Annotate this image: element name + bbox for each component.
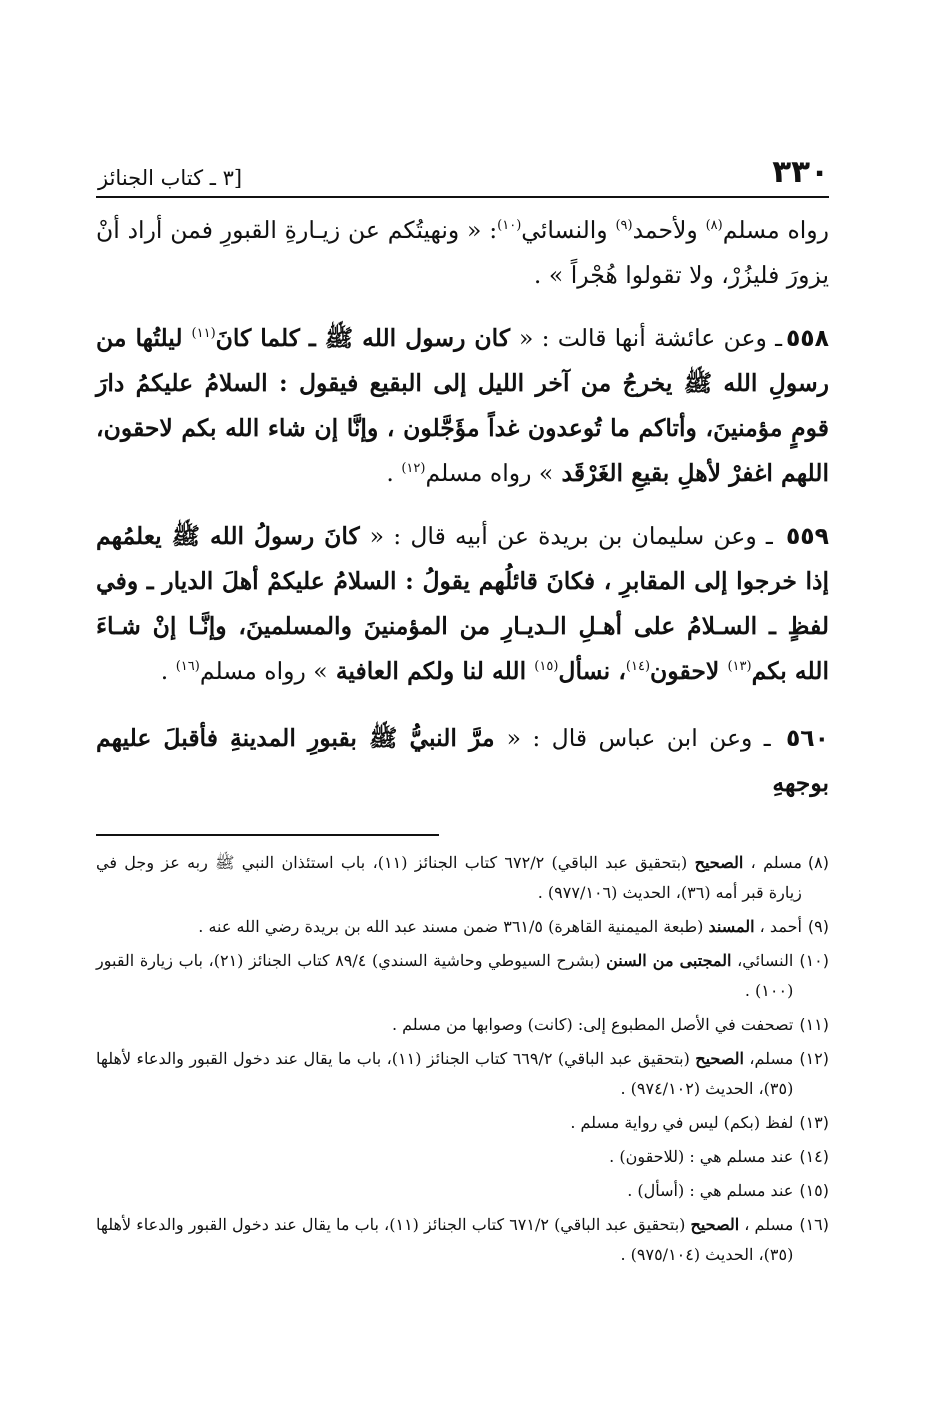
footnotes <box>96 848 829 1274</box>
footnote-ref: (٩) <box>615 218 633 234</box>
footnote-15: (١٥) عند مسلم هي : (أسأل) . <box>627 1181 829 1200</box>
book-page <box>96 0 829 1401</box>
main-text <box>96 208 829 806</box>
footnote-ref: (١٣) <box>727 659 752 675</box>
footnote-14: (١٤) عند مسلم هي : (للاحقون) . <box>609 1147 829 1166</box>
footnote-ref: (١٤) <box>625 659 651 675</box>
footnote-ref: (١٠) <box>497 218 522 234</box>
running-head: [٣ ـ كتاب الجنائز <box>98 166 243 190</box>
hadith-number: ٥٥٨ <box>785 324 829 352</box>
footnote-9: (٩) أحمد ، المسند (طبعة الميمنية القاهرة) ٣٦١/٥ ضمن مسند عبد الله بن بريدة رضي الله عنه . <box>198 917 829 936</box>
footnote-13: (١٣) لفظ (بكم) ليس في رواية مسلم . <box>570 1113 829 1132</box>
footnote-8: (٨) مسلم ، الصحيح (بتحقيق عبد الباقي) ٦٧٢/٢ كتاب الجنائز (١١)، باب استئذان النبي ﷺ ربه عز وجل في زيارة قبر أمه (٣٦)، الحديث (٩٧٧/١٠٦) . <box>96 853 829 902</box>
footnote-ref: (١٦) <box>175 659 200 675</box>
footnote-11: (١١) تصحفت في الأصل المطبوع إلى: (كانت) وصوابها من مسلم . <box>391 1015 829 1034</box>
footnote-ref: (٨) <box>705 218 723 234</box>
paragraph-557-end: رواه مسلم$^{(٨)}$ ولأحمد$^{(٩)}$ والنسائي$^{(١٠)}$: « ونهيتُكم عن زيـارةِ القبورِ فمن أراد أنْ يزورَ فليزُرْ، ولا تقولوا هُجْراً » . <box>96 216 829 289</box>
page-header <box>96 146 829 190</box>
footnote-ref: (١٢) <box>401 461 426 477</box>
footnote-ref: (١١) <box>191 326 216 342</box>
hadith-560: ٥٦٠ ـ وعن ابن عباس قال : « مرَّ النبيُّ ﷺ بقبورِ المدينةِ فأقبلَ عليهم بوجههِ <box>96 724 829 797</box>
footnote-10: (١٠) النسائي، المجتبى من السنن (بشرح السيوطي وحاشية السندي) ٨٩/٤ كتاب الجنائز (٢١)، باب زيارة القبور (١٠٠) . <box>96 951 829 1000</box>
hadith-558: ٥٥٨ـ وعن عائشة أنها قالت : « كان رسول الله ﷺ ـ كلما كانَ$^{(١١)}$ ليلتُها من رسولِ الله ﷺ يخرجُ من آخر الليل إلى البقيع فيقول : السلامُ عليكمُ دارَ قومٍ مؤمنينَ، وأتاكم ما تُوعدون غداً مؤَجَّلون ، وإنَّا إن شاء الله بكم لاحقون، اللهم اغفرْ لأهلِ بقيعِ الغَرْقَد » رواه مسلم$^{(١٢)}$ . <box>96 324 829 487</box>
footnote-ref: (١٥) <box>534 659 559 675</box>
hadith-number: ٥٦٠ <box>785 724 829 752</box>
hadith-559: ٥٥٩ ـ وعن سليمان بن بريدة عن أبيه قال : « كانَ رسولُ الله ﷺ يعلمُهم إذا خرجوا إلى المقابرِ ، فكانَ قائلُهم يقولُ : السلامُ عليكمْ أهلَ الديار ـ وفي لفظٍ ـ السـلامُ على أهـلِ الـديـارِ من المؤمنينَ والمسلمينَ، وإنَّـا إنْ شـاءَ الله بكم$^{(١٣)}$ لاحقون$^{(١٤)}$، نسأل$^{(١٥)}$ الله لنا ولكم العافية » رواه مسلم$^{(١٦)}$ . <box>96 522 829 685</box>
footnote-16: (١٦) مسلم ، الصحيح (بتحقيق عبد الباقي) ٦٧١/٢ كتاب الجنائز (١١)، باب ما يقال عند دخول القبور والدعاء لأهلها (٣٥)، الحديث (٩٧٥/١٠٤) . <box>96 1215 829 1264</box>
hadith-number: ٥٥٩ <box>785 522 829 550</box>
footnote-12: (١٢) مسلم، الصحيح (بتحقيق عبد الباقي) ٦٦٩/٢ كتاب الجنائز (١١)، باب ما يقال عند دخول القبور والدعاء لأهلها (٣٥)، الحديث (٩٧٤/١٠٢) . <box>96 1049 829 1098</box>
page-number: ٣٣٠ <box>772 154 829 190</box>
header-rule <box>96 196 829 198</box>
footnote-separator <box>96 834 439 836</box>
